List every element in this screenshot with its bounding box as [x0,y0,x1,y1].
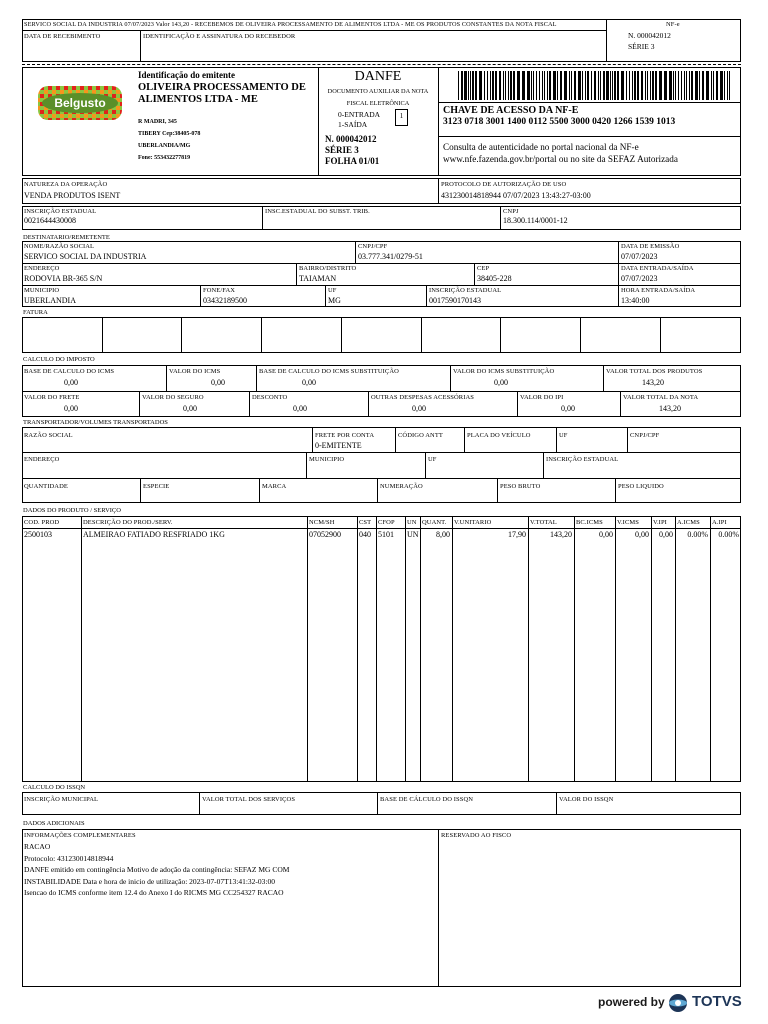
imp-bc-st: 0,00 [302,378,316,387]
produtos-header: A.ICMS [677,519,700,526]
imp-frete: 0,00 [64,404,78,413]
danfe-saida: 1-SAÍDA [338,120,368,129]
canhoto-numero: N. 000042012 [628,31,671,40]
produtos-cell: 0,00 [635,530,649,539]
produtos-cell: 143,20 [550,530,572,539]
info-comp-label: INFORMAÇÕES COMPLEMENTARES [24,832,136,839]
dest-ie-label: INSCRIÇÃO ESTADUAL [429,287,502,294]
produtos-header: CFOP [378,519,395,526]
imp-seguro-label: VALOR DO SEGURO [142,394,204,401]
dest-nome-label: NOME/RAZÃO SOCIAL [24,243,95,250]
produtos-col-divider [651,516,652,782]
dest-hora-label: HORA ENTRADA/SAÍDA [621,287,696,294]
info-comp-line: Protocolo: 431230014818944 [24,853,114,863]
natureza-value: VENDA PRODUTOS ISENT [24,191,121,200]
info-comp-line: DANFE emitido em contingência Motivo de adoção da contingência: SEFAZ MG COM [24,865,290,874]
fisco-label: RESERVADO AO FISCO [441,832,512,839]
dest-cep-label: CEP [477,265,490,272]
imp-total-nota: 143,20 [659,404,681,413]
imp-frete-label: VALOR DO FRETE [24,394,80,401]
dest-ie: 0017590170143 [429,296,481,305]
tr-peso-liquido-label: PESO LIQUIDO [618,483,664,490]
danfe-folha: FOLHA 01/01 [325,156,380,166]
produtos-cell: ALMEIRAO FATIADO RESFRIADO 1KG [83,530,225,539]
canhoto-data-recebimento-label: DATA DE RECEBIMENTO [24,33,101,40]
dest-uf-label: UF [328,287,337,294]
dest-entrada-label: DATA ENTRADA/SAÍDA [621,265,694,272]
emitente-endereco: R MADRI, 345 [138,119,177,125]
tr-frete: 0-EMITENTE [315,441,362,450]
produtos-col-divider [420,516,421,782]
produtos-header: V.TOTAL [530,519,557,526]
barcode [458,71,730,100]
imp-total-prod-label: VALOR TOTAL DOS PRODUTOS [606,368,703,375]
tr-marca-label: MARCA [262,483,287,490]
protocolo-value: 431230014818944 07/07/2023 13:43:27-03:00 [441,191,591,200]
tr-frete-label: FRETE POR CONTA [315,432,375,439]
issqn-im-label: INSCRIÇÃO MUNICIPAL [24,796,99,803]
produtos-cell: UN [407,530,419,539]
dest-hora: 13:40:00 [621,296,650,305]
transportador-section: TRANSPORTADOR/VOLUMES TRANSPORTADOS [23,419,168,426]
fatura-section: FATURA [23,309,48,316]
produtos-col-divider [405,516,406,782]
imp-total-prod: 143,20 [642,378,664,387]
produtos-cell: 2500103 [24,530,52,539]
dest-fone: 03432189500 [203,296,247,305]
produtos-header: V.ICMS [617,519,639,526]
tr-endereco-label: ENDEREÇO [24,456,60,463]
natureza-label: NATUREZA DA OPERAÇÃO [24,181,108,188]
imp-seguro: 0,00 [183,404,197,413]
issqn-section: CALCULO DO ISSQN [23,784,86,791]
dest-cnpj: 03.777.341/0279-51 [358,252,423,261]
produtos-col-divider [528,516,529,782]
produtos-section: DADOS DO PRODUTO / SERVIÇO [23,507,121,514]
tr-peso-bruto-label: PESO BRUTO [500,483,541,490]
tr-uf2-label: UF [428,456,437,463]
emitente-label: Identificação do emitente [138,70,235,80]
produtos-col-divider [675,516,676,782]
cut-line [22,64,741,65]
dest-fone-label: FONE/FAX [203,287,236,294]
info-comp-line: Isencao do ICMS conforme item 12.4 do Anexo I do RICMS MG CC254327 RACAO [24,888,284,897]
chave-label: CHAVE DE ACESSO DA NF-E [443,105,579,116]
dest-entrada: 07/07/2023 [621,274,658,283]
tr-numeracao-label: NUMERAÇÃO [380,483,423,490]
dest-endereco-label: ENDEREÇO [24,265,60,272]
produtos-cell: 0.00% [718,530,739,539]
produtos-cell: 17,90 [508,530,526,539]
ie-label: INSCRIÇÃO ESTADUAL [24,208,97,215]
imp-bc-st-label: BASE DE CALCULO DO ICMS SUBSTITUIÇÃO [259,368,399,375]
danfe-tipo: 1 [399,112,404,120]
tr-cnpj-label: CNPJ/CPF [630,432,660,439]
issqn-bc-label: BASE DE CÁLCULO DO ISSQN [380,796,474,803]
cnpj-label: CNPJ [503,208,519,215]
produtos-cell: 0.00% [687,530,708,539]
danfe-serie: SÉRIE 3 [325,145,359,155]
dest-bairro-label: BAIRRO/DISTRITO [299,265,357,272]
produtos-table [22,516,741,782]
canhoto-assinatura-label: IDENTIFICAÇÃO E ASSINATURA DO RECEBEDOR [143,33,296,40]
produtos-col-divider [307,516,308,782]
dest-municipio: UBERLANDIA [24,296,76,305]
dest-nome: SERVICO SOCIAL DA INDUSTRIA [24,252,147,261]
tr-razao-label: RAZÃO SOCIAL [24,432,73,439]
info-comp-line: INSTABILIDADE Data e hora de inicio de utilização: 2023-07-07T13:41:32-03:00 [24,876,276,886]
produtos-col-divider [574,516,575,782]
imp-desconto: 0,00 [293,404,307,413]
dest-emissao: 07/07/2023 [621,252,658,261]
issqn-total-label: VALOR TOTAL DOS SERVIÇOS [202,796,296,803]
produtos-header: QUANT. [422,519,447,526]
imp-desconto-label: DESCONTO [252,394,288,401]
imp-outras: 0,00 [412,404,426,413]
dest-endereco: RODOVIA BR-365 S/N [24,274,103,283]
produtos-col-divider [615,516,616,782]
produtos-header: CST [359,519,372,526]
tr-uf-label: UF [559,432,568,439]
tr-quantidade-label: QUANTIDADE [24,483,68,490]
produtos-cell: 07052900 [309,530,341,539]
company-logo [28,82,132,126]
produtos-header: V.IPI [653,519,667,526]
dest-uf: MG [328,296,341,305]
ie-st-label: INSC.ESTADUAL DO SUBST. TRIB. [265,208,370,215]
issqn-valor-label: VALOR DO ISSQN [559,796,614,803]
tr-ie-label: INSCRIÇÃO ESTADUAL [546,456,619,463]
danfe-entrada: 0-ENTRADA [338,110,381,119]
produtos-col-divider [81,516,82,782]
tr-antt-label: CÓDIGO ANTT [398,432,443,439]
emitente-bairro-cep: TIBERY Cep:38405-078 [138,131,201,137]
imp-icms-st: 0,00 [494,378,508,387]
produtos-header: COD. PROD [24,519,60,526]
tr-especie-label: ESPECIE [143,483,170,490]
produtos-header: BC.ICMS [576,519,603,526]
produtos-cell: 040 [359,530,371,539]
produtos-cell: 0,00 [599,530,613,539]
dest-municipio-label: MUNICIPIO [24,287,60,294]
canhoto-text: SERVICO SOCIAL DA INDUSTRIA 07/07/2023 Valor 143,20 - RECEBEMOS DE OLIVEIRA PROCESSAMENTO DE ALIMENTOS LTDA - ME OS PRODUTOS CONSTANTES DA NOTA FISCAL [24,21,557,28]
imposto-section: CALCULO DO IMPOSTO [23,356,95,363]
imp-total-nota-label: VALOR TOTAL DA NOTA [623,394,699,401]
produtos-header: A.IPI [712,519,727,526]
canhoto-nfe: NF-e [666,21,680,28]
fatura-box [22,317,741,353]
danfe-title: DANFE [354,69,402,84]
imp-bc-icms-label: BASE DE CALCULO DO ICMS [24,368,115,375]
dest-bairro: TAIAMAN [299,274,337,283]
ie-value: 0021644430008 [24,216,76,225]
info-comp-line: RACAO [24,842,51,851]
adicionais-section: DADOS ADICIONAIS [23,820,85,827]
dest-cep: 38405-228 [477,274,512,283]
produtos-cell: 8,00 [436,530,450,539]
svg-text:Belgusto: Belgusto [54,96,106,110]
tr-placa-label: PLACA DO VEÍCULO [467,432,531,439]
totvs-brand: TOTVS [692,993,742,1010]
produtos-col-divider [376,516,377,782]
imp-ipi: 0,00 [561,404,575,413]
produtos-header: UN [407,519,417,526]
imp-outras-label: OUTRAS DESPESAS ACESSÓRIAS [371,394,475,401]
produtos-col-divider [710,516,711,782]
emitente-nome: OLIVEIRA PROCESSAMENTO DE ALIMENTOS LTDA - ME [138,82,306,105]
imp-icms: 0,00 [211,378,225,387]
produtos-header: DESCRIÇÃO DO PROD./SERV. [83,519,173,526]
imp-ipi-label: VALOR DO IPI [520,394,564,401]
chave-consulta: Consulta de autenticidade no portal nacional da NF-e www.nfe.fazenda.gov.br/portal ou no site da SEFAZ Autorizada [443,142,678,164]
totvs-logo-icon [668,993,688,1013]
tr-municipio-label: MUNICIPIO [309,456,345,463]
produtos-cell: 5101 [378,530,394,539]
danfe-subtitle: DOCUMENTO AUXILIAR DA NOTA FISCAL ELETRÔNICA [327,88,429,107]
cnpj-value: 18.300.114/0001-12 [503,216,568,225]
protocolo-label: PROTOCOLO DE AUTORIZAÇÃO DE USO [441,181,567,188]
imp-bc-icms: 0,00 [64,378,78,387]
produtos-col-divider [357,516,358,782]
dest-emissao-label: DATA DE EMISSÃO [621,243,680,250]
produtos-col-divider [452,516,453,782]
powered-by: powered by [598,995,665,1009]
produtos-header: NCM/SH [309,519,335,526]
produtos-cell: 0,00 [659,530,673,539]
produtos-header: V.UNITARIO [454,519,492,526]
danfe-numero: N. 000042012 [325,134,377,144]
destinatario-section: DESTINATARIO/REMETENTE [23,234,110,241]
emitente-cidade: UBERLANDIA/MG [138,143,191,149]
dest-cnpj-label: CNPJ/CPF [358,243,388,250]
imp-icms-st-label: VALOR DO ICMS SUBSTITUIÇÃO [453,368,555,375]
canhoto-serie: SÉRIE 3 [628,42,655,51]
emitente-fone: Fone: 553432277819 [138,155,191,161]
chave-value: 3123 0718 3001 1400 0112 5500 3000 0420 1266 1539 1013 [443,117,676,127]
imp-icms-label: VALOR DO ICMS [169,368,221,375]
